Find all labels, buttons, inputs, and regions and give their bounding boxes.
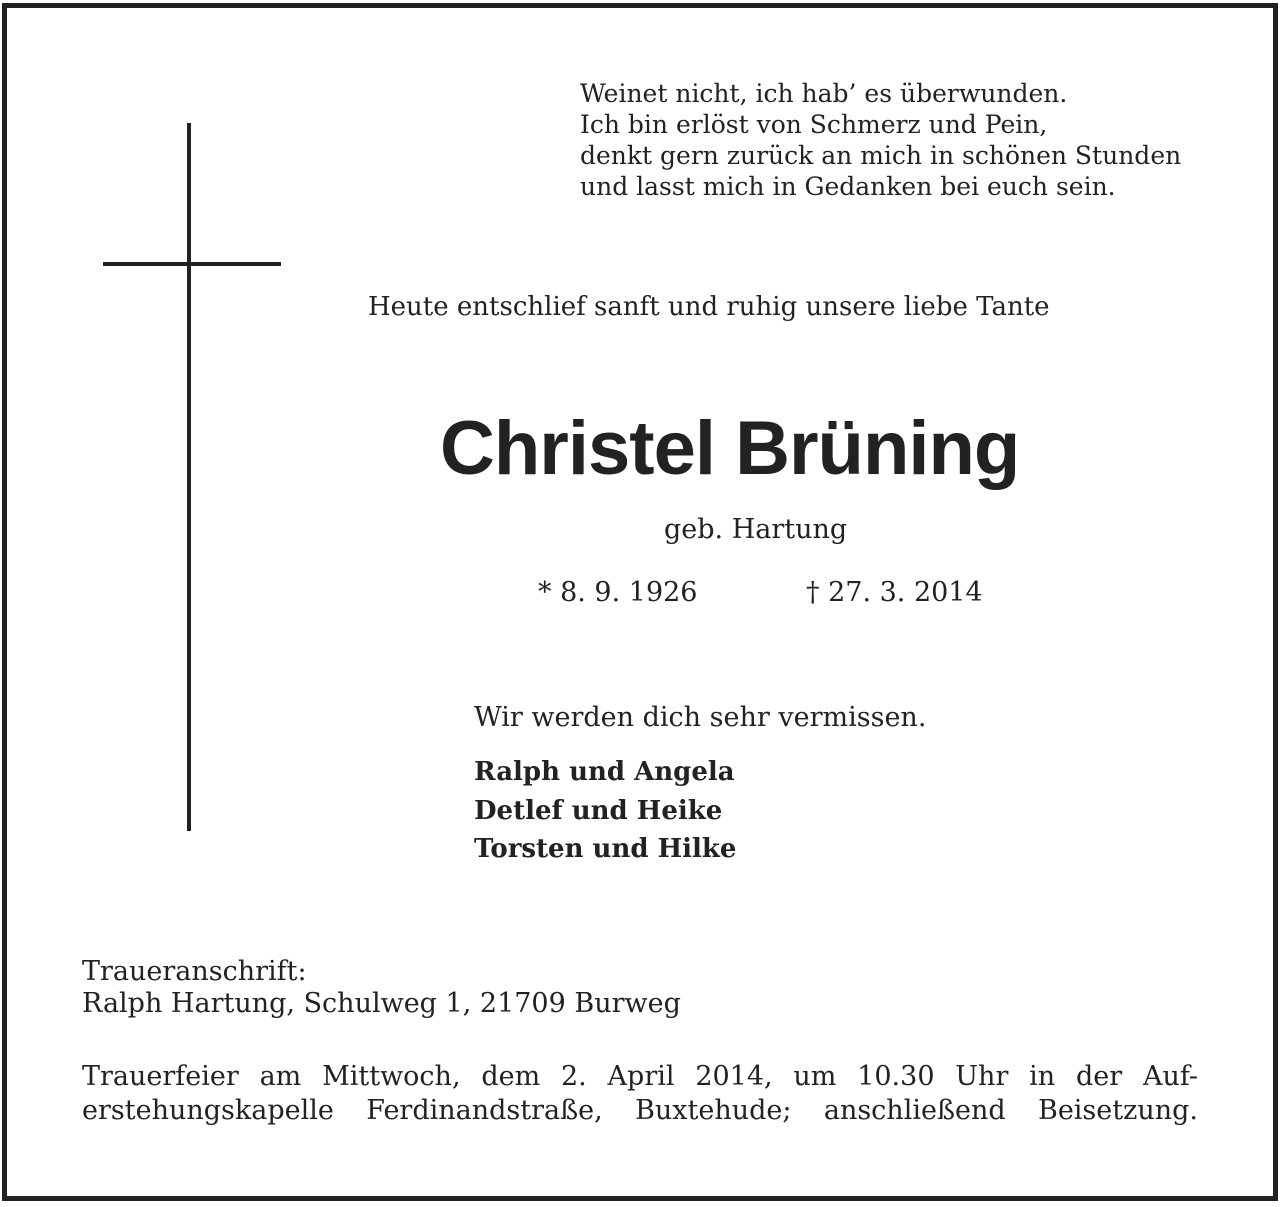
intro-text: Heute entschlief sanft und ruhig unsere liebe Tante (368, 292, 1050, 322)
birth-date: * 8. 9. 1926 (538, 577, 698, 608)
mourners-list (474, 753, 736, 869)
poem-line: denkt gern zurück an mich in schönen Stunden (580, 141, 1182, 170)
cross-vertical-beam (187, 123, 191, 831)
ceremony-line: Trauerfeier am Mittwoch, dem 2. April 2014, um 10.30 Uhr in der Auf- (82, 1061, 1198, 1092)
mourning-address-label: Traueranschrift: (82, 956, 307, 987)
poem-line: und lasst mich in Gedanken bei euch sein. (580, 172, 1116, 201)
death-date: † 27. 3. 2014 (806, 577, 983, 608)
ceremony-line: erstehungskapelle Ferdinandstraße, Buxtehude; anschließend Beisetzung. (82, 1095, 1198, 1126)
mourner-name: Torsten und Hilke (474, 834, 737, 864)
mourner-name: Ralph und Angela (474, 757, 735, 787)
cross-horizontal-beam (103, 262, 281, 266)
poem (580, 78, 1181, 202)
farewell-message: Wir werden dich sehr vermissen. (474, 702, 927, 733)
poem-line: Ich bin erlöst von Schmerz und Pein, (580, 110, 1048, 139)
maiden-name: geb. Hartung (664, 514, 848, 545)
mourning-address: Ralph Hartung, Schulweg 1, 21709 Burweg (82, 988, 681, 1019)
funeral-ceremony-info (82, 1060, 1198, 1128)
mourner-name: Detlef und Heike (474, 795, 723, 826)
deceased-name: Christel Brüning (440, 406, 1020, 491)
poem-line: Weinet nicht, ich hab’ es überwunden. (580, 79, 1068, 108)
